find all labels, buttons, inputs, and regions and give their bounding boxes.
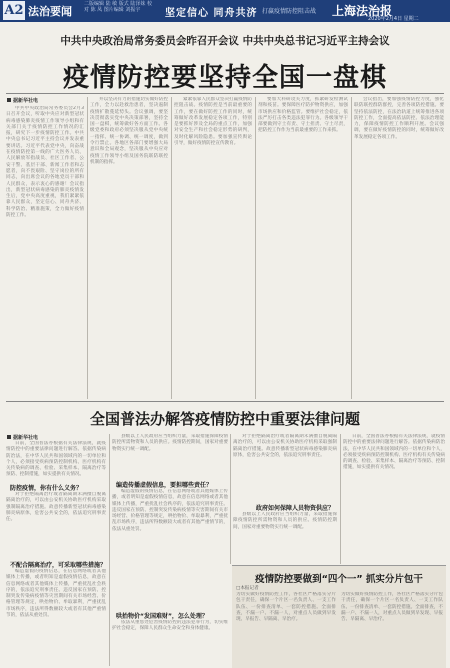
header-slogan-sub: 打赢疫情防控阻击战 — [262, 8, 317, 15]
column-divider — [171, 97, 172, 399]
header-slogan: 坚定信心 同舟共济 — [165, 8, 258, 19]
story2-answer-5: 县级以上人民政府应当组织力量，采取措施保障疫情防控所需物资和人员的供应。疫情防控期间，国家对重要物资实行统一调配。 — [233, 512, 337, 530]
column-divider — [340, 434, 341, 564]
editor-credits: 二版编辑 陆 敏 版式 陆泽妹 校对 陈 凤 图片编辑 刘振宇 — [84, 1, 152, 13]
story2-answer-1: 对于拒绝隔离治疗或者隔离期未满擅自脱离隔离治疗的，可以由公安机关协助医疗机构采取强制隔离治疗措施。故意传播新型冠状病毒感染肺炎病原体，危害公共安全的，依法追究刑事责任。 — [6, 492, 106, 523]
section-name: 法治要闻 — [28, 5, 72, 18]
headline-rule — [6, 93, 444, 94]
story2-answer-4: 依法从重惩处危害疫情防控的违法犯罪行为，切实维护社会稳定，保障人民群众生命安全和身体健康。 — [112, 620, 228, 632]
story2-answer-2: 编造虚假的疫情信息，在信息网络或者其他媒体上传播，或者明知是虚假疫情信息，故意在信息网络或者其他媒体上传播，严重扰乱社会秩序的，依法追究刑事责任。违反国家在预防、控制突发传染病疫情等灾害期间有关市场经营、价格管理等规定，哄抬物价、牟取暴利，严重扰乱市场秩序，违法所得数额较大或者有其他严重情节的，依法从重处罚。 — [6, 569, 106, 619]
story2-question-1: 防控疫情，你有什么义务？ — [10, 485, 83, 492]
story1-headline: 疫情防控要坚持全国一盘棋 — [62, 63, 387, 93]
column-divider — [351, 97, 352, 399]
story2-headline: 全国普法办解答疫情防控中重要法律问题 — [89, 410, 360, 428]
story2-answer-3: 编造虚假的疫情信息，在信息网络或者其他媒体上传播，或者明知是虚假疫情信息，故意在信息网络或者其他媒体上传播，严重扰乱社会秩序的，依法追究刑事责任。违反国家在预防、控制突发传染病疫情等灾害期间有关市场经营、价格管理等规定，哄抬物价、牟取暴利，严重扰乱市场秩序，违法所得数额较大或者有其他严重情节的，依法从重处罚。 — [112, 489, 228, 532]
masthead: 上海法治报 — [332, 4, 393, 18]
box-column-2: 为切实做好疫情防控工作，各社区严格落实分片包干责任，确保一个片区一名负责人、一支工作队伍、一份排查清单、一套防控措施。全面排查，不漏一户、不漏一人，对重点人员做到早发现、早报告、早隔离、早治疗。 — [341, 592, 443, 623]
story2-column-2-top: 县级以上人民政府应当组织力量，采取措施保障疫情防控所需物资和人员的供应。疫情防控期间，国家对重要物资实行统一调配。 — [112, 434, 228, 452]
story2-column-3-top: 对于拒绝隔离治疗或者隔离期未满擅自脱离隔离治疗的，可以由公安机关协助医疗机构采取强制隔离治疗措施。故意传播新型冠状病毒感染肺炎病原体，危害公共安全的，依法追究刑事责任。 — [233, 434, 337, 458]
story2-column-4: 日前，全国普法办根据有关法律法规，就疫情防控中的重要法律问题进行解答。依据传染病防治法，在中华人民共和国领域内的一切单位和个人，必须接受疾病预防控制机构、医疗机构有关传染病的调查、检验、采集样本、隔离治疗等预防、控制措施，如实提供有关情况。 — [343, 434, 445, 471]
column-divider — [255, 97, 256, 399]
story1-column-5: 会议指出，要加强疫情防控力度，强化联防联控群防群控，完善各项防控措施。要坚持依法防控，在法治轨道上统筹推进各项防控工作，全面提高依法防控、依法治理能力，保障疫情防控工作顺利开展。会议强调，要在做好疫情防控的同时，统筹做好改革发展稳定各项工作。 — [354, 97, 444, 140]
story1-column-3: 紧紧依靠人民群众坚决打赢疫情防控阻击战。疫情防控是当前最重要的工作，要在做好防控工作的同时，统筹做好改革发展稳定各项工作，特别是要抓好涉及全局的重点工作，加强对安全生产和社会稳定形势的研判，及时化解风险隐患。要加强宣传舆论引导，做好疫情防控宣传教育。 — [174, 97, 252, 147]
story1-column-4: 要加大科研攻关力度，抓紧研发检测试剂和疫苗。要保障医疗防护物资供应，加强市场供应和价格监管。要维护社会稳定，依法严厉打击各类违法犯罪行为。各级领导干部要做到守土有责、守土担责、守土尽责，把防控工作作为当前最重要的工作来抓。 — [258, 97, 348, 134]
box-column-1: 为切实做好疫情防控工作，各社区严格落实分片包干责任，确保一个片区一名负责人、一支工作队伍、一份排查清单、一套防控措施。全面排查，不漏一户、不漏一人，对重点人员做到早发现、早报告、早隔离、早治疗。 — [236, 592, 336, 623]
section-rule — [6, 401, 444, 402]
page-number: A2 — [4, 3, 24, 18]
story2-question-4: 哄抬物价“发国难财”，怎么处理？ — [116, 613, 208, 620]
box-title: 疫情防控要做到“四个一” 抓实分片包干 — [255, 574, 423, 585]
column-divider — [109, 434, 110, 666]
box-author: □本报记者 — [236, 586, 259, 591]
story1-kicker: 中共中央政治局常务委员会昨召开会议 中共中央总书记习近平主持会议 — [60, 35, 390, 47]
story1-column-1: 中共中央政治局常务委员会2月3日召开会议，听取中央应对新型冠状病毒感染肺炎疫情工作领导小组和有关部门关于疫情防控工作情况的汇报，研究下一步疫情防控工作。中共中央总书记习近平主持会议并发表重要讲话。习近平代表党中央，向奋战在疫情防控第一线的广大医务人员、人民解放军指战员、社区工作者、公安干警、基层干部、新闻工作者和志愿者，向不畏艰险、坚守岗位的所有同志，向出席会议的各地党员干部和人民群众，表示衷心的感谢！会议指出，新型冠状病毒感染的肺炎疫情发生后，党中央高度重视，我们紧紧依靠人民群众，坚定信心、同舟共济、科学防治、精准施策，全力做好疫情防控工作。 — [6, 106, 84, 219]
issue-date: 2020年2月4日 星期二 — [368, 16, 419, 22]
story1-column-2: 并以坚决有力的措施切实做好防控工作，全力以赴救治患者，坚决遏制疫情扩散蔓延势头。会议强调，要坚决贯彻落实党中央决策部署，坚持全国一盘棋，统筹做好各方面工作。各级党委和政府必须坚决服从党中央统一指挥、统一协调、统一调度，做到令行禁止。各地区各部门要增强大局意识和全局观念，坚决服从中央应对疫情工作领导小组及国务院联防联控机制的指挥。 — [90, 97, 168, 165]
story2-question-5: 政府如何保障人员物资供应？ — [256, 505, 335, 512]
story2-question-2: 不配合隔离治疗，可采取哪些措施？ — [10, 562, 107, 569]
story2-question-3: 编造传播虚假信息，要担哪些责任？ — [116, 482, 213, 489]
story1-byline: 据新华社电 — [7, 97, 38, 104]
story2-intro: 日前，全国普法办根据有关法律法规，就疫情防控中的重要法律问题进行解答。依据传染病防治法，在中华人民共和国领域内的一切单位和个人，必须接受疾病预防控制机构、医疗机构有关传染病的调查、检验、采集样本、隔离治疗等预防、控制措施，如实提供有关情况。 — [6, 441, 106, 478]
column-divider — [230, 434, 231, 564]
column-divider — [87, 97, 88, 399]
story2-byline: 据新华社电 — [7, 434, 38, 441]
